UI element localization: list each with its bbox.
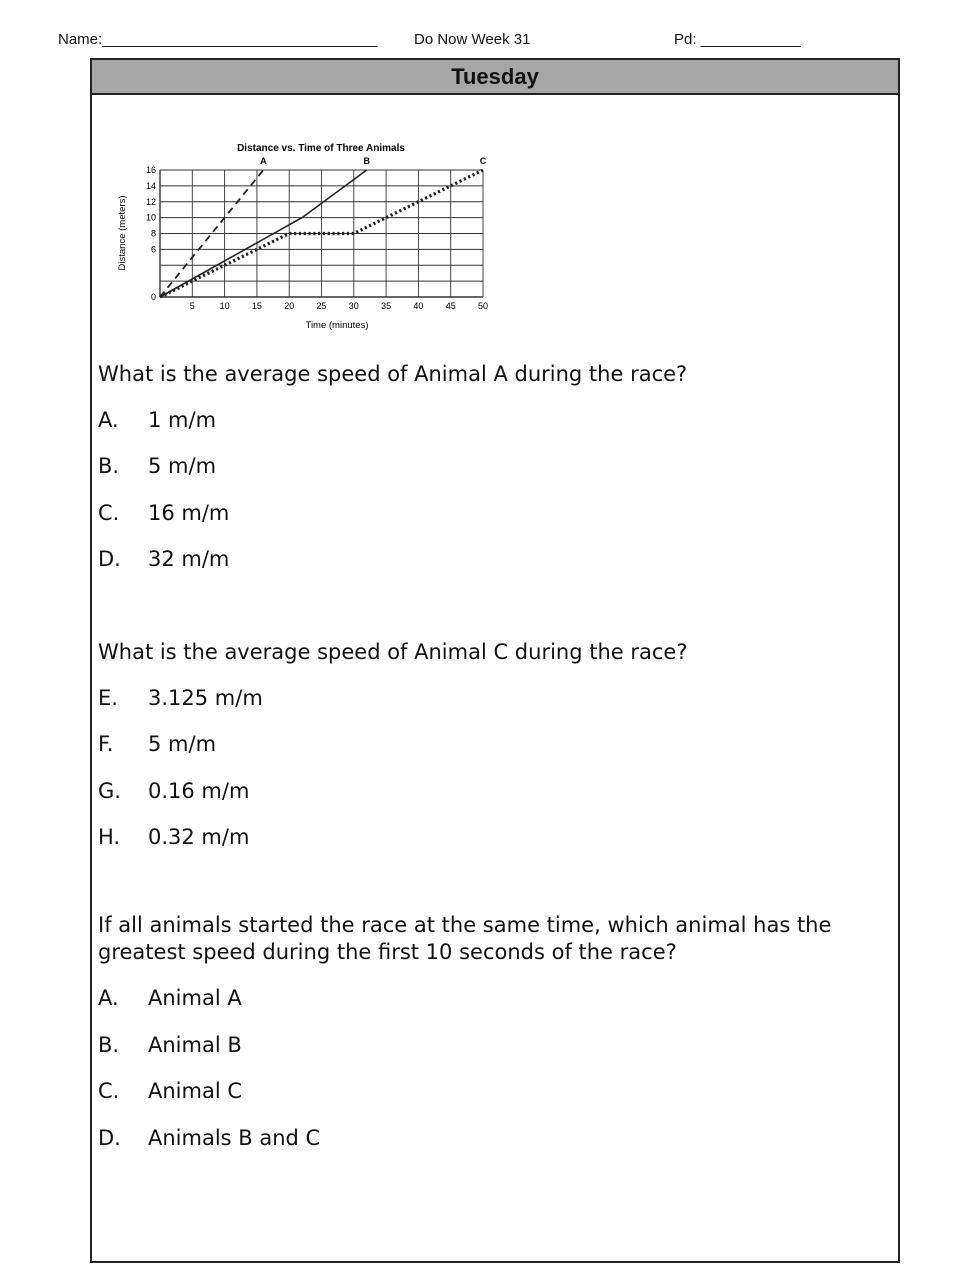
choice-text: 0.16 m/m xyxy=(148,779,250,803)
y-tick-label: 6 xyxy=(150,244,156,255)
x-tick-label: 15 xyxy=(251,301,262,311)
x-tick-label: 40 xyxy=(413,301,424,311)
y-tick-label: 16 xyxy=(145,165,156,175)
question-3-choice-b[interactable] xyxy=(98,1032,242,1059)
x-tick-label: 45 xyxy=(445,301,456,311)
y-tick-label: 14 xyxy=(145,180,156,191)
distance-time-chart xyxy=(113,138,503,338)
question-2-choice-e[interactable] xyxy=(98,685,263,712)
x-axis-label: Time (minutes) xyxy=(305,320,369,331)
question-3-choice-a[interactable] xyxy=(98,985,242,1012)
y-tick-label: 10 xyxy=(145,212,156,223)
y-tick-label: 0 xyxy=(150,292,156,302)
choice-letter: E. xyxy=(98,686,118,710)
choice-text: 32 m/m xyxy=(148,547,230,571)
chart-title: Distance vs. Time of Three Animals xyxy=(237,143,405,154)
choice-text: Animal C xyxy=(148,1079,243,1103)
choice-text: 5 m/m xyxy=(148,454,217,478)
chart-ticks xyxy=(146,165,488,311)
question-1-choice-d[interactable] xyxy=(98,546,229,573)
choice-text: Animals B and C xyxy=(148,1126,321,1150)
choice-letter: H. xyxy=(98,825,121,849)
chart-series xyxy=(160,156,487,297)
question-3-text: If all animals started the race at the same time, which animal has the greatest speed during the first 10 seconds of the race? xyxy=(98,913,832,964)
y-tick-label: 8 xyxy=(150,228,156,239)
question-2-choice-h[interactable] xyxy=(98,824,249,851)
question-3-choice-d[interactable] xyxy=(98,1125,320,1152)
choice-letter: G. xyxy=(98,779,121,803)
choice-text: 3.125 m/m xyxy=(148,686,263,710)
question-2-choice-f[interactable] xyxy=(98,731,216,758)
question-1-choice-a[interactable] xyxy=(98,407,216,434)
chart-grid xyxy=(160,170,483,297)
choice-letter: A. xyxy=(98,986,119,1010)
worksheet-title: Do Now Week 31 xyxy=(414,31,531,48)
x-tick-label: 25 xyxy=(316,301,327,311)
question-1-text: What is the average speed of Animal A during the race? xyxy=(98,362,688,386)
day-heading: Tuesday xyxy=(92,60,898,95)
question-2-text: What is the average speed of Animal C during the race? xyxy=(98,640,688,664)
choice-letter: B. xyxy=(98,1033,120,1057)
choice-text: 0.32 m/m xyxy=(148,825,250,849)
x-tick-label: 20 xyxy=(284,301,295,311)
choice-text: Animal A xyxy=(148,986,242,1010)
choice-letter: B. xyxy=(98,454,120,478)
period-field-label: Pd: ____________ xyxy=(674,31,801,48)
y-axis-label: Distance (meters) xyxy=(117,195,128,271)
series-label-b: B xyxy=(363,156,370,166)
name-field-label: Name:_________________________________ xyxy=(58,31,378,48)
choice-letter: D. xyxy=(98,547,121,571)
choice-text: 5 m/m xyxy=(148,732,217,756)
question-3-choice-c[interactable] xyxy=(98,1078,242,1105)
choice-text: Animal B xyxy=(148,1033,242,1057)
series-label-a: A xyxy=(260,156,267,166)
x-tick-label: 5 xyxy=(189,301,195,311)
choice-text: 1 m/m xyxy=(148,408,217,432)
x-tick-label: 30 xyxy=(348,301,359,311)
x-tick-label: 35 xyxy=(381,301,392,311)
x-tick-label: 10 xyxy=(219,301,230,311)
y-tick-label: 12 xyxy=(145,196,156,207)
question-1-choice-c[interactable] xyxy=(98,500,229,527)
choice-text: 16 m/m xyxy=(148,501,230,525)
choice-letter: D. xyxy=(98,1126,121,1150)
choice-letter: C. xyxy=(98,501,120,525)
choice-letter: A. xyxy=(98,408,119,432)
choice-letter: C. xyxy=(98,1079,120,1103)
chart-svg xyxy=(113,138,503,338)
x-tick-label: 50 xyxy=(477,301,489,311)
question-2-choice-g[interactable] xyxy=(98,778,249,805)
choice-letter: F. xyxy=(98,732,114,756)
question-1-choice-b[interactable] xyxy=(98,453,216,480)
series-label-c: C xyxy=(479,156,487,166)
